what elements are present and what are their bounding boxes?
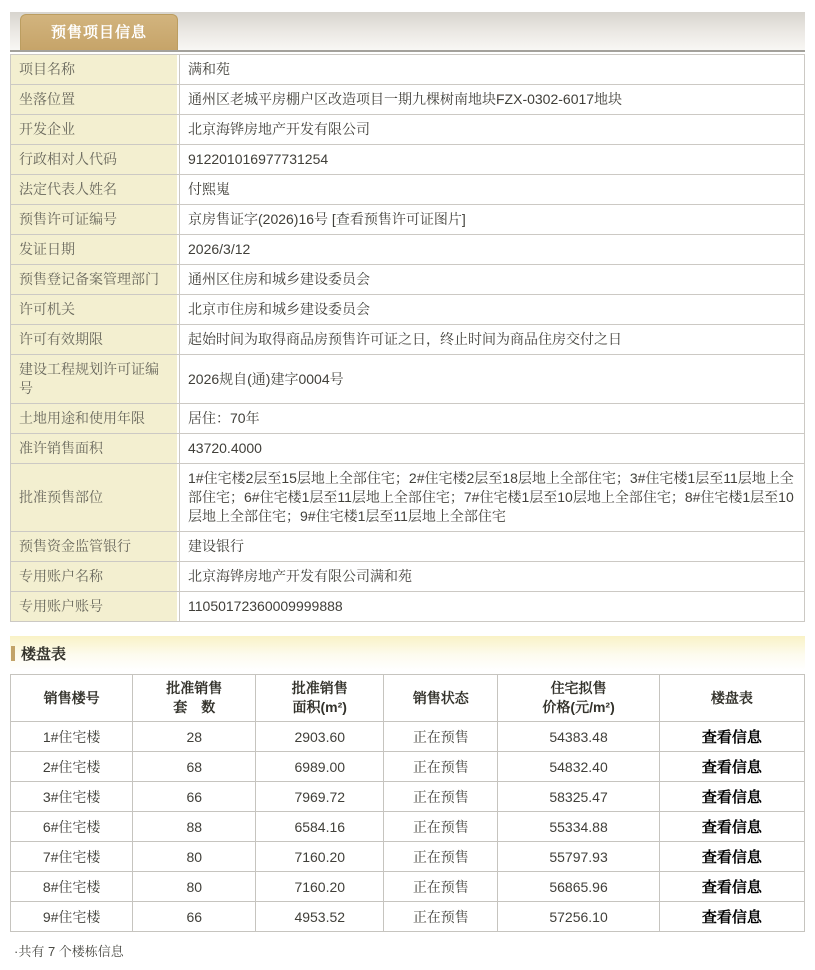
building-table-row <box>11 872 805 902</box>
building-number-cell: 1#住宅楼 <box>11 722 133 752</box>
info-label: 预售登记备案管理部门 <box>11 265 180 295</box>
project-info-row <box>11 85 805 115</box>
proposed-price-cell: 58325.47 <box>498 782 659 812</box>
info-value-text: 43720.4000 <box>188 440 262 456</box>
info-value <box>180 562 805 592</box>
info-value <box>180 325 805 355</box>
project-info-row <box>11 235 805 265</box>
info-value <box>180 85 805 115</box>
info-value <box>180 592 805 622</box>
approved-area-cell: 6584.16 <box>256 812 384 842</box>
building-table-head <box>11 675 805 722</box>
info-value-text: 1#住宅楼2层至15层地上全部住宅；2#住宅楼2层至18层地上全部住宅；3#住宅楼1层至11层地上全部住宅；6#住宅楼1层至11层地上全部住宅；7#住宅楼1层至10层地上全部住宅；8#住宅楼1层至10层地上全部住宅；9#住宅楼1层至11层地上全部住宅 <box>188 470 794 524</box>
project-info-row <box>11 205 805 235</box>
building-table <box>10 674 805 932</box>
building-table-row <box>11 902 805 932</box>
tab-presale-project-info[interactable]: 预售项目信息 <box>20 14 178 50</box>
info-value <box>180 235 805 265</box>
info-label: 开发企业 <box>11 115 180 145</box>
header-tab-bar <box>10 12 805 52</box>
approved-units-cell: 66 <box>133 902 256 932</box>
proposed-price-cell: 55797.93 <box>498 842 659 872</box>
project-info-row <box>11 592 805 622</box>
approved-units-cell: 66 <box>133 782 256 812</box>
proposed-price-cell: 54383.48 <box>498 722 659 752</box>
building-table-header-cell: 销售状态 <box>384 675 498 722</box>
view-info-link[interactable]: 查看信息 <box>701 909 762 926</box>
building-table-header-row <box>11 675 805 722</box>
building-table-row <box>11 722 805 752</box>
info-label: 批准预售部位 <box>11 464 180 532</box>
view-info-cell <box>659 722 804 752</box>
info-value-text: 京房售证字(2026)16号 <box>188 211 329 227</box>
building-table-row <box>11 752 805 782</box>
building-table-header-cell: 楼盘表 <box>659 675 804 722</box>
building-table-header-cell: 销售楼号 <box>11 675 133 722</box>
building-table-section-header <box>10 636 805 670</box>
view-info-cell <box>659 872 804 902</box>
sale-status-cell: 正在预售 <box>384 722 498 752</box>
info-value-text: 北京市住房和城乡建设委员会 <box>188 301 370 317</box>
info-label: 坐落位置 <box>11 85 180 115</box>
view-info-link[interactable]: 查看信息 <box>701 879 762 896</box>
sale-status-cell: 正在预售 <box>384 782 498 812</box>
building-number-cell: 3#住宅楼 <box>11 782 133 812</box>
proposed-price-cell: 57256.10 <box>498 902 659 932</box>
view-info-link[interactable]: 查看信息 <box>701 759 762 776</box>
info-value-text: 2026规自(通)建字0004号 <box>188 370 344 387</box>
info-value-text: 2026/3/12 <box>188 241 251 257</box>
info-value <box>180 205 805 235</box>
section-accent-bar <box>11 646 15 661</box>
section-title-building-table: 楼盘表 <box>21 645 67 663</box>
project-info-row <box>11 265 805 295</box>
info-label: 专用账户名称 <box>11 562 180 592</box>
sale-status-cell: 正在预售 <box>384 902 498 932</box>
view-info-cell <box>659 752 804 782</box>
info-label: 土地用途和使用年限 <box>11 404 180 434</box>
proposed-price-cell: 55334.88 <box>498 812 659 842</box>
sale-status-cell: 正在预售 <box>384 752 498 782</box>
project-info-row <box>11 145 805 175</box>
proposed-price-cell: 54832.40 <box>498 752 659 782</box>
info-value <box>180 145 805 175</box>
info-value <box>180 355 805 404</box>
info-value <box>180 295 805 325</box>
project-info-row <box>11 175 805 205</box>
info-label: 预售许可证编号 <box>11 205 180 235</box>
approved-units-cell: 68 <box>133 752 256 782</box>
building-number-cell: 6#住宅楼 <box>11 812 133 842</box>
approved-area-cell: 4953.52 <box>256 902 384 932</box>
info-label: 行政相对人代码 <box>11 145 180 175</box>
info-value-text: 北京海铧房地产开发有限公司满和苑 <box>188 568 412 584</box>
info-value-text: 居住：70年 <box>188 410 260 426</box>
info-label: 许可机关 <box>11 295 180 325</box>
info-value-text: 912201016977731254 <box>188 151 329 167</box>
building-number-cell: 8#住宅楼 <box>11 872 133 902</box>
sale-status-cell: 正在预售 <box>384 872 498 902</box>
project-info-row <box>11 115 805 145</box>
info-value-text: 付熙嵬 <box>188 181 230 197</box>
approved-area-cell: 7160.20 <box>256 842 384 872</box>
sale-status-cell: 正在预售 <box>384 842 498 872</box>
info-value-text: 满和苑 <box>188 61 230 77</box>
view-info-cell <box>659 812 804 842</box>
proposed-price-cell: 56865.96 <box>498 872 659 902</box>
building-number-cell: 9#住宅楼 <box>11 902 133 932</box>
project-info-row <box>11 55 805 85</box>
building-table-body <box>11 722 805 932</box>
view-info-cell <box>659 902 804 932</box>
building-number-cell: 2#住宅楼 <box>11 752 133 782</box>
info-label: 发证日期 <box>11 235 180 265</box>
info-value <box>180 404 805 434</box>
info-value <box>180 434 805 464</box>
info-label: 建设工程规划许可证编号 <box>11 355 180 404</box>
info-label: 项目名称 <box>11 55 180 85</box>
building-table-header-cell: 批准销售 面积(m²) <box>256 675 384 722</box>
info-value <box>180 115 805 145</box>
building-table-header-cell: 住宅拟售 价格(元/m²) <box>498 675 659 722</box>
project-info-row <box>11 325 805 355</box>
approved-units-cell: 80 <box>133 872 256 902</box>
approved-units-cell: 28 <box>133 722 256 752</box>
view-info-cell <box>659 782 804 812</box>
view-info-link[interactable]: 查看信息 <box>701 729 762 746</box>
project-info-row <box>11 355 805 404</box>
view-info-link[interactable]: 查看信息 <box>701 849 762 866</box>
info-label: 专用账户账号 <box>11 592 180 622</box>
info-label: 许可有效期限 <box>11 325 180 355</box>
info-value-text: 建设银行 <box>188 538 244 554</box>
approved-units-cell: 88 <box>133 812 256 842</box>
info-value-text: 通州区住房和城乡建设委员会 <box>188 271 370 287</box>
project-info-row <box>11 434 805 464</box>
approved-area-cell: 7969.72 <box>256 782 384 812</box>
building-table-row <box>11 842 805 872</box>
approved-area-cell: 2903.60 <box>256 722 384 752</box>
building-table-header-cell: 批准销售 套 数 <box>133 675 256 722</box>
building-table-row <box>11 812 805 842</box>
project-info-row <box>11 562 805 592</box>
project-info-row <box>11 532 805 562</box>
building-number-cell: 7#住宅楼 <box>11 842 133 872</box>
info-label: 准许销售面积 <box>11 434 180 464</box>
building-table-row <box>11 782 805 812</box>
view-info-cell <box>659 842 804 872</box>
project-info-row <box>11 404 805 434</box>
info-value-text: 通州区老城平房棚户区改造项目一期九棵树南地块FZX-0302-6017地块 <box>188 91 623 107</box>
view-info-link[interactable]: 查看信息 <box>701 819 762 836</box>
view-presale-permit-image-link[interactable]: [查看预售许可证图片] <box>328 211 466 227</box>
approved-units-cell: 80 <box>133 842 256 872</box>
info-value <box>180 532 805 562</box>
sale-status-cell: 正在预售 <box>384 812 498 842</box>
info-value <box>180 55 805 85</box>
info-label: 预售资金监管银行 <box>11 532 180 562</box>
info-value <box>180 464 805 532</box>
view-info-link[interactable]: 查看信息 <box>701 789 762 806</box>
info-value-text: 北京海铧房地产开发有限公司 <box>188 121 370 137</box>
info-value-text: 11050172360009999888 <box>188 598 343 614</box>
info-value <box>180 175 805 205</box>
project-info-row <box>11 295 805 325</box>
approved-area-cell: 6989.00 <box>256 752 384 782</box>
approved-area-cell: 7160.20 <box>256 872 384 902</box>
project-info-table <box>10 54 805 622</box>
project-info-row <box>11 464 805 532</box>
project-info-table-body <box>11 55 805 622</box>
info-value <box>180 265 805 295</box>
building-count-note: ·共有 7 个楼栋信息 <box>14 944 124 959</box>
info-label: 法定代表人姓名 <box>11 175 180 205</box>
info-value-text: 起始时间为取得商品房预售许可证之日，终止时间为商品住房交付之日 <box>188 331 622 347</box>
